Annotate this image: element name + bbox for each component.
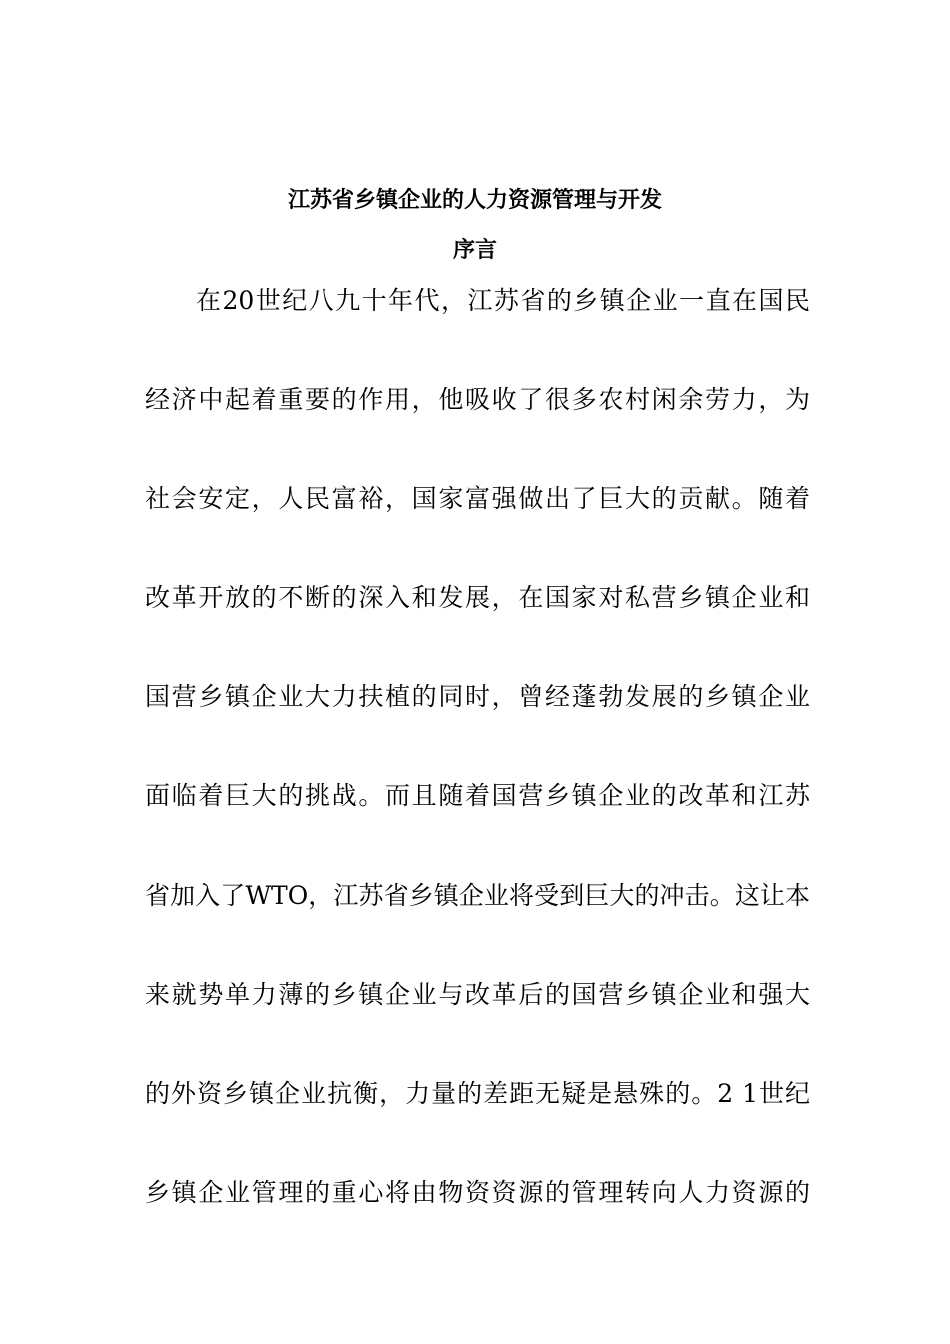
section-heading: 序言	[452, 237, 497, 263]
paragraph-line: 面临着巨大的挑战。而且随着国营乡镇企业的改革和江苏	[145, 781, 810, 810]
paragraph-line: 的外资乡镇企业抗衡，力量的差距无疑是悬殊的。2 1世纪	[145, 1079, 810, 1108]
paragraph-line: 来就势单力薄的乡镇企业与改革后的国营乡镇企业和强大	[145, 980, 810, 1009]
paragraph-line: 改革开放的不断的深入和发展，在国家对私营乡镇企业和	[145, 583, 810, 612]
paragraph-line: 国营乡镇企业大力扶植的同时，曾经蓬勃发展的乡镇企业	[145, 682, 810, 711]
paragraph-line: 乡镇企业管理的重心将由物资资源的管理转向人力资源的	[145, 1178, 810, 1207]
paragraph-line: 在20世纪八九十年代，江苏省的乡镇企业一直在国民	[196, 286, 810, 315]
paragraph-line: 省加入了WTO，江苏省乡镇企业将受到巨大的冲击。这让本	[145, 881, 810, 910]
document-title: 江苏省乡镇企业的人力资源管理与开发	[287, 187, 662, 213]
paragraph-line: 经济中起着重要的作用，他吸收了很多农村闲余劳力，为	[145, 385, 810, 414]
paragraph-line: 社会安定，人民富裕，国家富强做出了巨大的贡献。随着	[145, 484, 810, 513]
